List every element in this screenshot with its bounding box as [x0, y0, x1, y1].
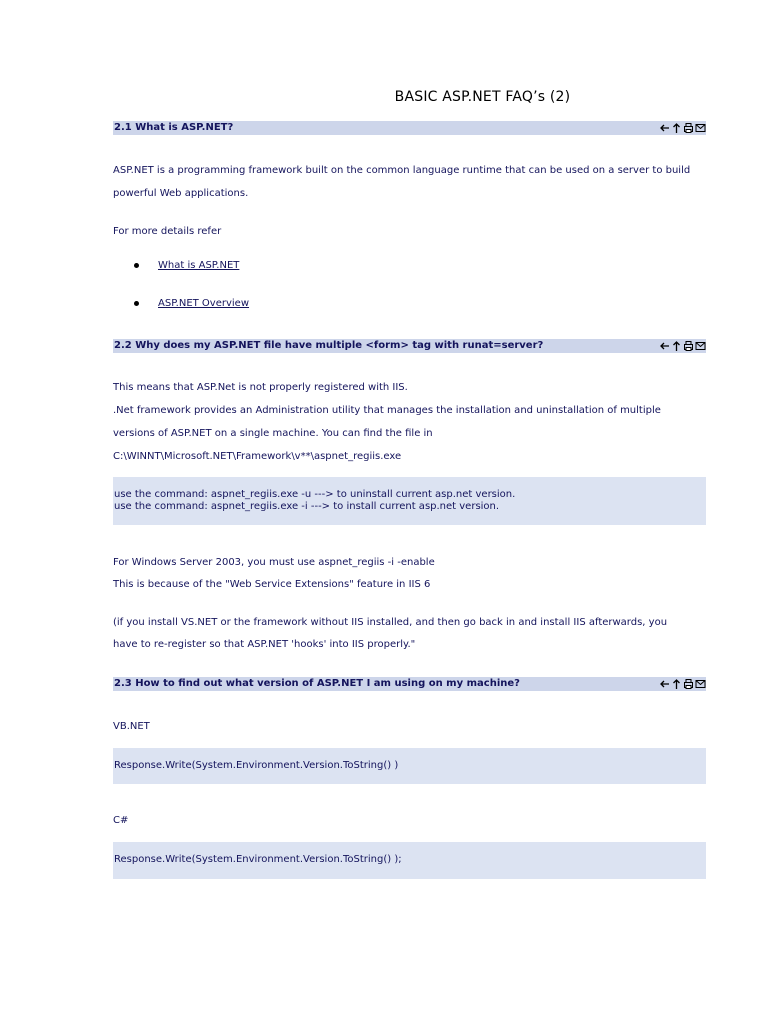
code-block	[113, 477, 706, 525]
print-icon[interactable]	[683, 122, 694, 134]
up-arrow-icon[interactable]	[671, 122, 682, 134]
paragraph-line: ASP.NET is a programming framework built on the common language runtime that can be used on a server to build	[113, 165, 691, 176]
paragraph-line: powerful Web applications.	[113, 188, 249, 199]
link-aspnet-overview[interactable]: ASP.NET Overview	[158, 298, 250, 309]
section-header-2-1	[113, 121, 706, 135]
code-block-csharp	[113, 842, 706, 879]
section-heading: 2.1 What is ASP.NET?	[114, 122, 234, 133]
paragraph-line: This means that ASP.Net is not properly registered with IIS.	[113, 382, 408, 393]
section-icons	[659, 339, 706, 353]
section-icons	[659, 121, 706, 135]
code-line: Response.Write(System.Environment.Version.ToString() );	[114, 854, 402, 865]
paragraph-line: have to re-register so that ASP.NET 'hooks' into IIS properly."	[113, 639, 416, 650]
paragraph-line: This is because of the "Web Service Extensions" feature in IIS 6	[113, 579, 431, 590]
section-header-2-2	[113, 339, 706, 353]
code-block-vbnet	[113, 748, 706, 784]
back-arrow-icon[interactable]	[659, 678, 670, 690]
link-what-is-aspnet[interactable]: What is ASP.NET	[158, 260, 240, 271]
print-icon[interactable]	[683, 340, 694, 352]
email-icon[interactable]	[695, 340, 706, 352]
email-icon[interactable]	[695, 122, 706, 134]
code-line: use the command: aspnet_regiis.exe -i ---> to install current asp.net version.	[114, 501, 500, 512]
csharp-label: C#	[113, 815, 129, 826]
print-icon[interactable]	[683, 678, 694, 690]
paragraph-line: versions of ASP.NET on a single machine. You can find the file in	[113, 428, 433, 439]
paragraph-line: (if you install VS.NET or the framework without IIS installed, and then go back in and install IIS afterwards, you	[113, 617, 668, 628]
section-header-2-3	[113, 677, 706, 691]
section-heading: 2.2 Why does my ASP.NET file have multiple <form> tag with runat=server?	[114, 340, 544, 351]
file-path-text: C:\WINNT\Microsoft.NET\Framework\v**\aspnet_regiis.exe	[113, 451, 402, 462]
email-icon[interactable]	[695, 678, 706, 690]
back-arrow-icon[interactable]	[659, 122, 670, 134]
up-arrow-icon[interactable]	[671, 340, 682, 352]
section-icons	[659, 677, 706, 691]
vbnet-label: VB.NET	[113, 721, 150, 732]
code-line: Response.Write(System.Environment.Version.ToString() )	[114, 760, 399, 771]
code-line: use the command: aspnet_regiis.exe -u ---> to uninstall current asp.net version.	[114, 489, 516, 500]
up-arrow-icon[interactable]	[671, 678, 682, 690]
section-heading: 2.3 How to find out what version of ASP.NET I am using on my machine?	[114, 678, 520, 689]
page-title: BASIC ASP.NET FAQ’s (2)	[394, 89, 571, 105]
back-arrow-icon[interactable]	[659, 340, 670, 352]
more-details-text: For more details refer	[113, 226, 222, 237]
bullet-icon	[134, 263, 139, 268]
bullet-icon	[134, 301, 139, 306]
paragraph-line: .Net framework provides an Administration utility that manages the installation and uninstallation of multiple	[113, 405, 661, 416]
paragraph-line: For Windows Server 2003, you must use aspnet_regiis -i -enable	[113, 557, 435, 568]
